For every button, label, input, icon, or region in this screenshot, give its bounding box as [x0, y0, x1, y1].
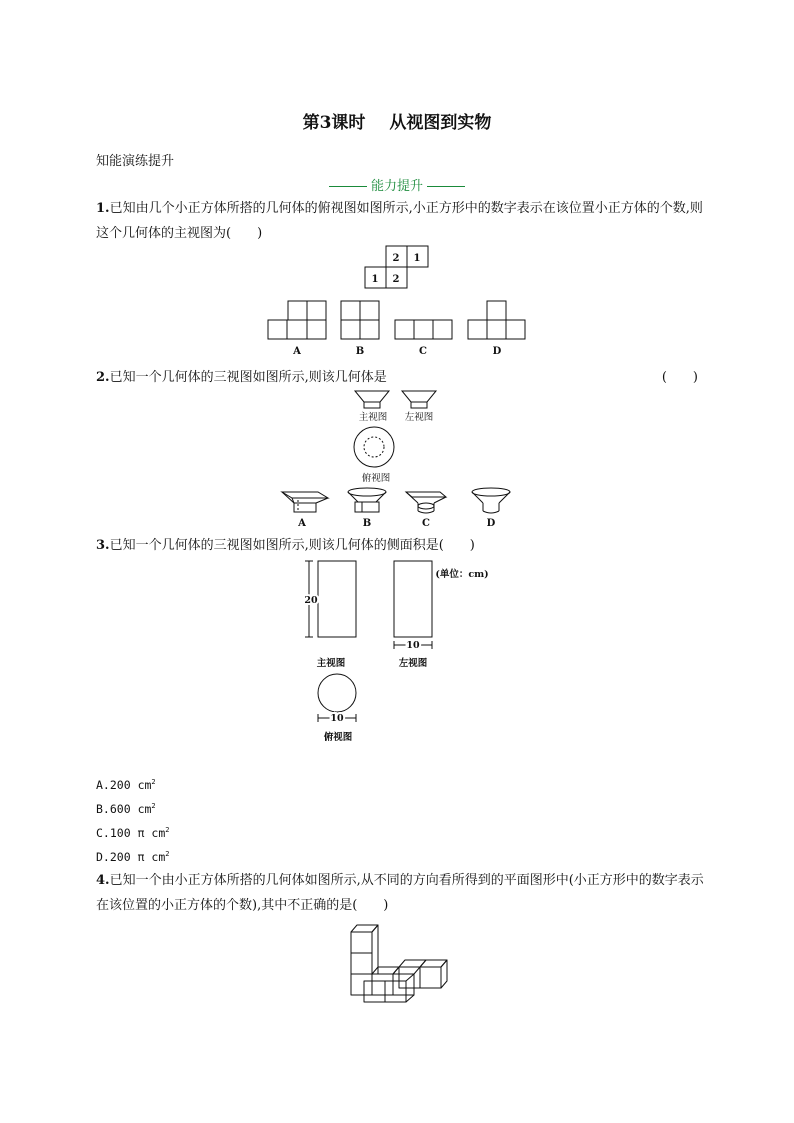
q2-left-view	[402, 391, 436, 408]
q2-left-view-label: 左视图	[404, 412, 434, 423]
choice-exponent: 2	[165, 826, 170, 835]
choice-value: C.100 π	[96, 826, 145, 840]
choice-unit: cm	[151, 850, 166, 864]
question-2-number: 2.	[96, 370, 110, 385]
choice-value: A.200	[96, 778, 131, 792]
choice-unit: cm	[137, 778, 152, 792]
question-1-number: 1.	[96, 201, 110, 216]
q3-height-dimension: 20	[304, 595, 318, 606]
q1-grid-number: 1	[413, 253, 421, 264]
choice-value: D.200 π	[96, 850, 145, 864]
lesson-topic: 从视图到实物	[389, 113, 492, 133]
question-1-text: 已知由几个小正方体所搭的几何体的俯视图如图所示,小正方形中的数字表示在该位置小正方体的个数,则这个几何体的主视图为( )	[96, 201, 703, 241]
choice-exponent: 2	[165, 850, 170, 859]
q1-option-label: D	[492, 346, 502, 357]
q1-option-label: B	[355, 346, 365, 357]
question-4	[96, 868, 706, 918]
q1-grid-number: 2	[392, 253, 400, 264]
q3-choice-b[interactable]	[96, 802, 156, 816]
q2-option-label: A	[298, 518, 306, 529]
q2-option-label: C	[422, 518, 430, 529]
lesson-number: 第3课时	[302, 113, 366, 133]
q3-choice-a[interactable]	[96, 778, 156, 792]
question-3	[96, 533, 706, 558]
section-label: 能力提升	[370, 179, 423, 194]
choice-exponent: 2	[151, 778, 156, 787]
subheading: 知能演练提升	[96, 154, 175, 169]
choice-unit: cm	[151, 826, 166, 840]
q1-option-c-figure	[395, 320, 452, 339]
q2-top-view-label: 俯视图	[361, 473, 391, 484]
q3-left-view-label: 左视图	[398, 658, 428, 669]
question-2-text: 已知一个几何体的三视图如图所示,则该几何体是	[109, 370, 387, 385]
q3-unit-label: (单位：cm)	[435, 569, 489, 580]
question-3-text: 已知一个几何体的三视图如图所示,则该几何体的侧面积是( )	[109, 538, 475, 553]
q3-front-view-label: 主视图	[316, 658, 346, 669]
q2-option-label: D	[486, 518, 496, 529]
q2-front-view	[355, 391, 389, 408]
choice-unit: cm	[137, 802, 152, 816]
q2-option-a-figure	[282, 492, 328, 512]
q3-left-view	[394, 561, 432, 649]
question-4-number: 4.	[96, 873, 110, 888]
q2-option-label: B	[362, 518, 372, 529]
q2-top-view	[354, 427, 394, 467]
q2-option-c-figure	[406, 492, 446, 513]
question-3-number: 3.	[96, 538, 110, 553]
q1-option-b-figure	[341, 301, 379, 339]
q3-width-dimension-top: 10	[330, 713, 344, 724]
q3-choice-c[interactable]	[96, 826, 169, 840]
q1-option-a-figure	[268, 301, 326, 339]
q4-cube-structure	[351, 925, 447, 1002]
q2-front-view-label: 主视图	[358, 412, 388, 423]
q3-top-view-label: 俯视图	[323, 732, 353, 743]
q1-option-label: A	[293, 346, 301, 357]
q3-width-dimension-left: 10	[406, 640, 420, 651]
q2-option-d-figure	[472, 488, 510, 513]
q1-option-d-figure	[468, 301, 525, 339]
choice-exponent: 2	[151, 802, 156, 811]
choice-value: B.600	[96, 802, 131, 816]
q1-grid-number: 1	[371, 274, 379, 285]
q1-grid-number: 2	[392, 274, 400, 285]
question-2	[96, 365, 706, 390]
q3-choice-d[interactable]	[96, 850, 169, 864]
q1-option-label: C	[419, 346, 427, 357]
question-2-answer-paren: ( )	[661, 370, 698, 385]
q2-option-b-figure	[348, 488, 386, 512]
question-4-text: 已知一个由小正方体所搭的几何体如图所示,从不同的方向看所得到的平面图形中(小正方形中的数字表示在该位置的小正方体的个数),其中不正确的是( )	[96, 873, 704, 913]
